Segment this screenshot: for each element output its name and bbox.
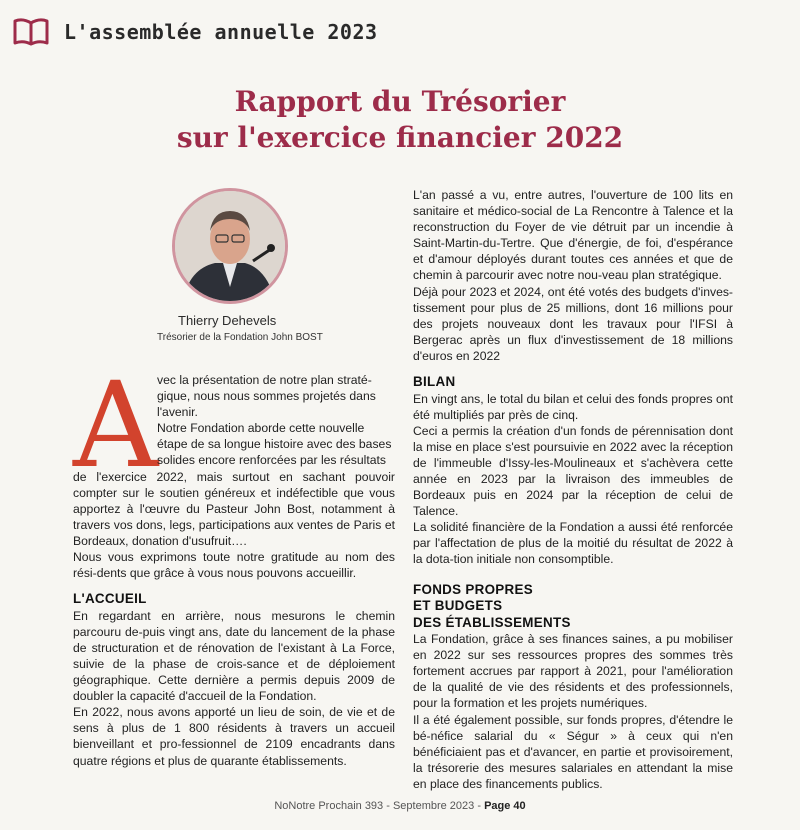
bilan-paragraph: Ceci a permis la création d'un fonds de pérennisation dont la mise en place s'est poursuivie en 2022 avec la réception de l'immeuble d'Issy-les-Moulineaux et s'achèvera cette année en 2023 par la livraison des immeubles de Bordeaux puis en 2024 par la réception de celui de Talence. [413,423,733,519]
title-line-2: sur l'exercice financier 2022 [176,121,624,154]
opening-paragraph: L'an passé a vu, entre autres, l'ouverture de 100 lits en sanitaire et médico-social de La Rencontre à Talence et la reconstruction du Foyer de vie détruit par un incendie à Saint-Martin-du-Tertre. Que d'énergie, de foi, d'espérance et d'amour déployés durant toutes ces années et que de chemin à parcourir avec notre nou-veau plan stratégique. [413,188,733,283]
bilan-heading: BILAN [413,374,456,390]
accueil-heading: L'ACCUEIL [73,591,147,607]
intro-line: étape de sa longue histoire avec des bases [157,437,392,452]
section-header [12,14,378,50]
drop-cap: A [73,356,159,494]
fonds-heading [413,582,733,632]
title-line-1: Rapport du Trésorier [234,85,566,118]
author-role: Trésorier de la Fondation John BOST [157,332,323,343]
footer-text: NoNotre Prochain 393 - Septembre 2023 - [274,800,485,812]
intro-line: gique, nous nous sommes projetés dans [157,389,376,404]
bilan-paragraph: En vingt ans, le total du bilan et celui des fonds propres ont été multipliés par près de cinq. [413,391,733,422]
section-title: L'assemblée annuelle 2023 [64,20,378,44]
intro-line: Notre Fondation aborde cette nouvelle [157,421,365,436]
fonds-paragraph: La Fondation, grâce à ses finances saines, a pu mobiliser en 2022 sur ses ressources propres des sommes très fortement accrues par rapport à 2021, pour l'amélioration de la qualité de vie des résidents et des professionnels, pour la formation et les projets numériques. [413,632,733,711]
intro-line: l'avenir. [157,405,198,420]
page-number: Page 40 [484,800,526,812]
accueil-paragraph: En 2022, nous avons apporté un lieu de soin, de vie et de sens à plus de 1 800 résidents à travers un accueil bienveillant et pro-fessionnel de 2109 encadrants dans quatre régions et plus de quarante établissements. [73,705,395,768]
gratitude-paragraph: Nous vous exprimons toute notre gratitude au nom des rési-dents que grâce à vous nous pouvons accueillir. [73,550,395,581]
intro-paragraph: de l'exercice 2022, mais surtout en sachant pouvoir compter sur le soutien généreux et indéfectible que vous apportez à l'œuvre du Pasteur John Bost, notamment à travers vos dons, legs, participations aux ventes de Paris et Bordeaux, donation d'usufruit…. [73,469,395,548]
left-column [73,372,395,769]
accueil-paragraph: En regardant en arrière, nous mesurons le chemin parcouru de-puis vingt ans, date du lancement de la phase de structuration et de rénovation de l'existant à La Force, suivie de la phase de crois-sance et de déploiement géographique. Cette dernière a permis depuis 2009 de doubler la capacité d'accueil de la Fondation. [73,608,395,704]
page-title [0,84,800,156]
author-photo [175,191,285,301]
bilan-paragraph: La solidité financière de la Fondation a aussi été renforcée par l'affectation de plus de la moitié du résultat de 2022 à la dota-tion initiale non consomptible. [413,520,733,567]
investment-paragraph: Déjà pour 2023 et 2024, ont été votés des budgets d'inves-tissement pour plus de 25 millions, dont 16 millions pour des projets nouveaux dont les travaux pour l'IFSI à Bergerac après un flux d'investissement de 18 millions d'euros en 2022 [413,284,733,363]
fonds-heading-line: FONDS PROPRES [413,581,533,597]
fonds-heading-line: ET BUDGETS [413,598,503,614]
fonds-heading-line: DES ÉTABLISSEMENTS [413,614,571,630]
page-footer [0,800,800,812]
intro-line: solides encore renforcées par les résultats [157,453,386,468]
intro-line: vec la présentation de notre plan straté- [157,373,372,387]
fonds-paragraph: Il a été également possible, sur fonds propres, d'étendre le bé-néfice salarial du « Ségur » à ceux qui n'en bénéficiaient pas et d'avancer, en partie et provisoirement, la trésorerie des mesures salariales en attendant la mise en place des financements publics. [413,712,733,791]
right-column [413,187,733,792]
open-book-icon [12,17,50,47]
author-name: Thierry Dehevels [178,313,277,328]
author-portrait [172,188,288,304]
